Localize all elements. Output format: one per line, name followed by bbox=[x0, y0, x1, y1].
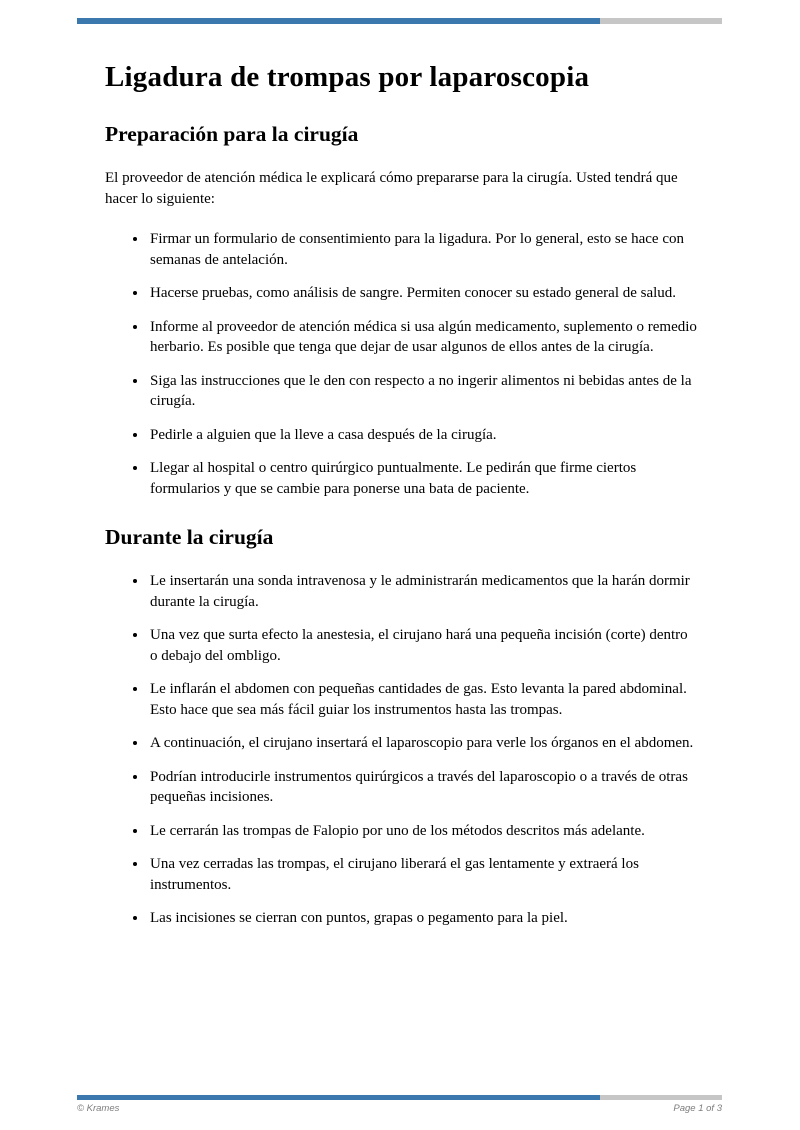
list-item: • Una vez que surta efecto la anestesia, el cirujano hará una pequeña incisión (corte) dentro o debajo del ombligo. bbox=[148, 625, 697, 666]
preparacion-bullet-list bbox=[105, 229, 697, 499]
footer-copyright: © Krames bbox=[77, 1103, 120, 1114]
document-content bbox=[105, 24, 697, 942]
list-item: • A continuación, el cirujano insertará el laparoscopio para verle los órganos en el abdomen. bbox=[148, 733, 697, 754]
list-item: • Pedirle a alguien que la lleve a casa después de la cirugía. bbox=[148, 425, 697, 446]
section-heading-durante: Durante la cirugía bbox=[105, 525, 274, 549]
list-item: • Siga las instrucciones que le den con respecto a no ingerir alimentos ni bebidas antes de la cirugía. bbox=[148, 371, 697, 412]
page-title: Ligadura de trompas por laparoscopia bbox=[105, 61, 590, 93]
bottom-divider-blue-segment bbox=[77, 1095, 600, 1100]
list-item: • Hacerse pruebas, como análisis de sangre. Permiten conocer su estado general de salud. bbox=[148, 283, 697, 304]
bottom-divider-rule bbox=[77, 1095, 722, 1100]
list-item: • Las incisiones se cierran con puntos, grapas o pegamento para la piel. bbox=[148, 908, 697, 929]
footer-page-number: Page 1 of 3 bbox=[673, 1103, 722, 1114]
list-item: • Llegar al hospital o centro quirúrgico puntualmente. Le pedirán que firme ciertos formularios y que se cambie para ponerse una bata de paciente. bbox=[148, 458, 697, 499]
footer-text-row bbox=[77, 1103, 722, 1114]
list-item: • Informe al proveedor de atención médica si usa algún medicamento, suplemento o remedio herbario. Es posible que tenga que dejar de usar algunos de ellos antes de la cirugía. bbox=[148, 317, 697, 358]
bottom-divider-gray-segment bbox=[600, 1095, 722, 1100]
list-item: • Le inflarán el abdomen con pequeñas cantidades de gas. Esto levanta la pared abdominal. Esto hace que sea más fácil guiar los instrumentos hasta las trompas. bbox=[148, 679, 697, 720]
list-item: • Le cerrarán las trompas de Falopio por uno de los métodos descritos más adelante. bbox=[148, 821, 697, 842]
list-item: • Le insertarán una sonda intravenosa y le administrarán medicamentos que la harán dormir durante la cirugía. bbox=[148, 571, 697, 612]
durante-bullet-list bbox=[105, 571, 697, 929]
list-item: • Podrían introducirle instrumentos quirúrgicos a través del laparoscopio o a través de otras pequeñas incisiones. bbox=[148, 767, 697, 808]
list-item: • Una vez cerradas las trompas, el cirujano liberará el gas lentamente y extraerá los instrumentos. bbox=[148, 854, 697, 895]
list-item: • Firmar un formulario de consentimiento para la ligadura. Por lo general, esto se hace con semanas de antelación. bbox=[148, 229, 697, 270]
section-heading-preparacion: Preparación para la cirugía bbox=[105, 122, 359, 146]
page-footer bbox=[77, 1095, 722, 1114]
section-intro-paragraph: El proveedor de atención médica le explicará cómo prepararse para la cirugía. Usted tendrá que hacer lo siguiente: bbox=[105, 170, 678, 207]
